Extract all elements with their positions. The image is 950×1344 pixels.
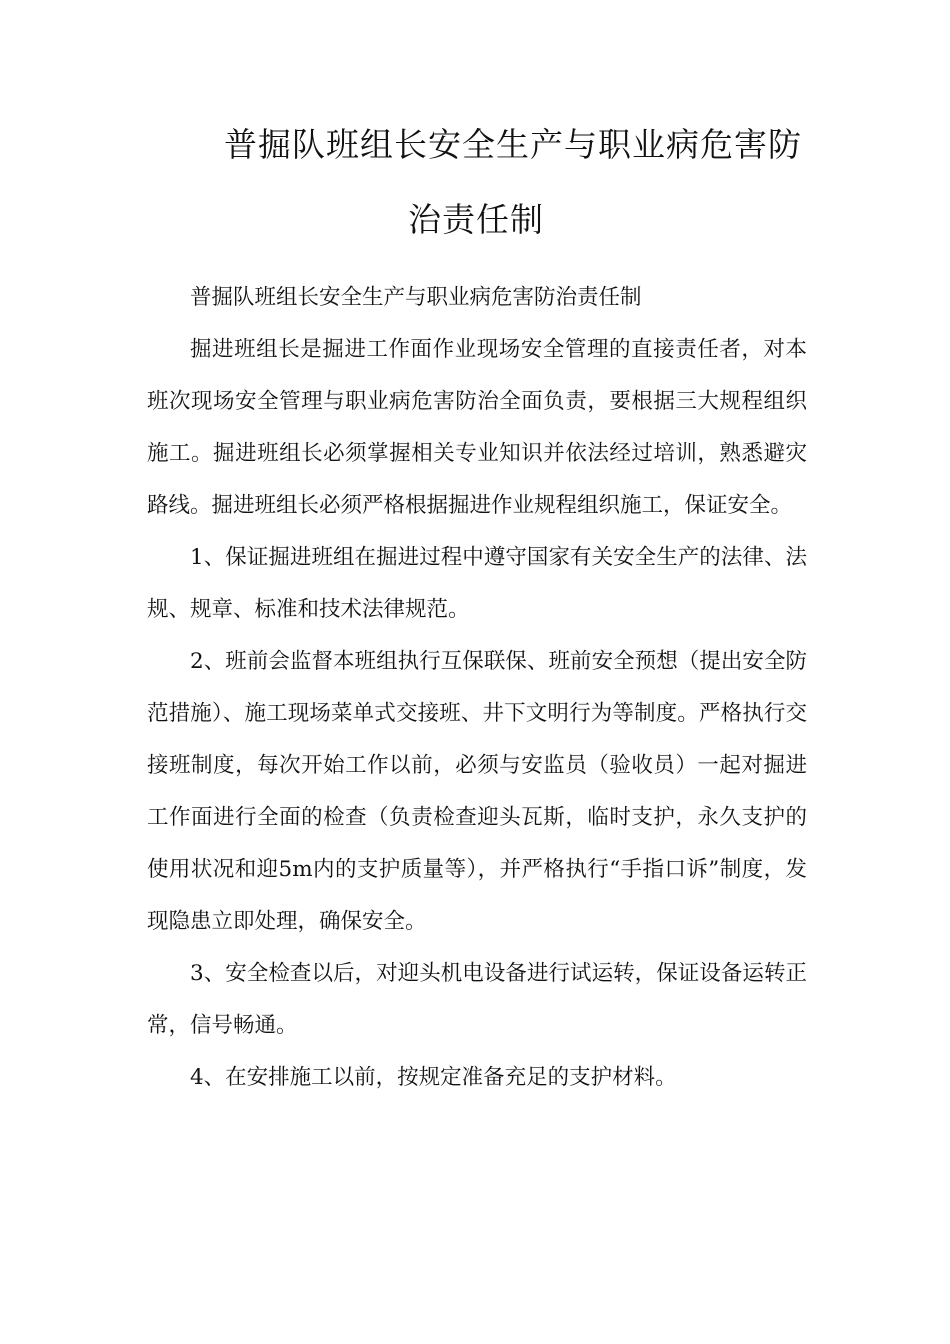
document-title-line-2: 治责任制 [408,200,544,239]
paragraph-item-4: 4、在安排施工以前，按规定准备充足的支护材料。 [190,1065,677,1090]
document-body [147,272,807,1104]
paragraph-item-2: 2、班前会监督本班组执行互保联保、班前安全预想（提出安全防范措施）、施工现场菜单式交接班、井下文明行为等制度。严格执行交接班制度，每次开始工作以前，必须与安监员（验收员）一起对掘进工作面进行全面的检查（负责检查迎头瓦斯，临时支护，永久支护的使用状况和迎5m内的支护质量等），并严格执行“手指口诉”制度，发现隐患立即处理，确保安全。 [147,649,807,934]
paragraph-item-1: 1、保证掘进班组在掘进过程中遵守国家有关安全生产的法律、法规、规章、标准和技术法律规范。 [147,545,807,622]
document-title-line-1: 普掘队班组长安全生产与职业病危害防 [224,125,802,164]
paragraph-intro: 掘进班组长是掘进工作面作业现场安全管理的直接责任者，对本班次现场安全管理与职业病危害防治全面负责，要根据三大规程组织施工。掘进班组长必须掌握相关专业知识并依法经过培训，熟悉避灾路线。掘进班组长必须严格根据掘进作业规程组织施工，保证安全。 [147,337,807,518]
paragraph-item-3: 3、安全检查以后，对迎头机电设备进行试运转，保证设备运转正常，信号畅通。 [147,961,807,1038]
paragraph-subtitle: 普掘队班组长安全生产与职业病危害防治责任制 [190,285,642,310]
